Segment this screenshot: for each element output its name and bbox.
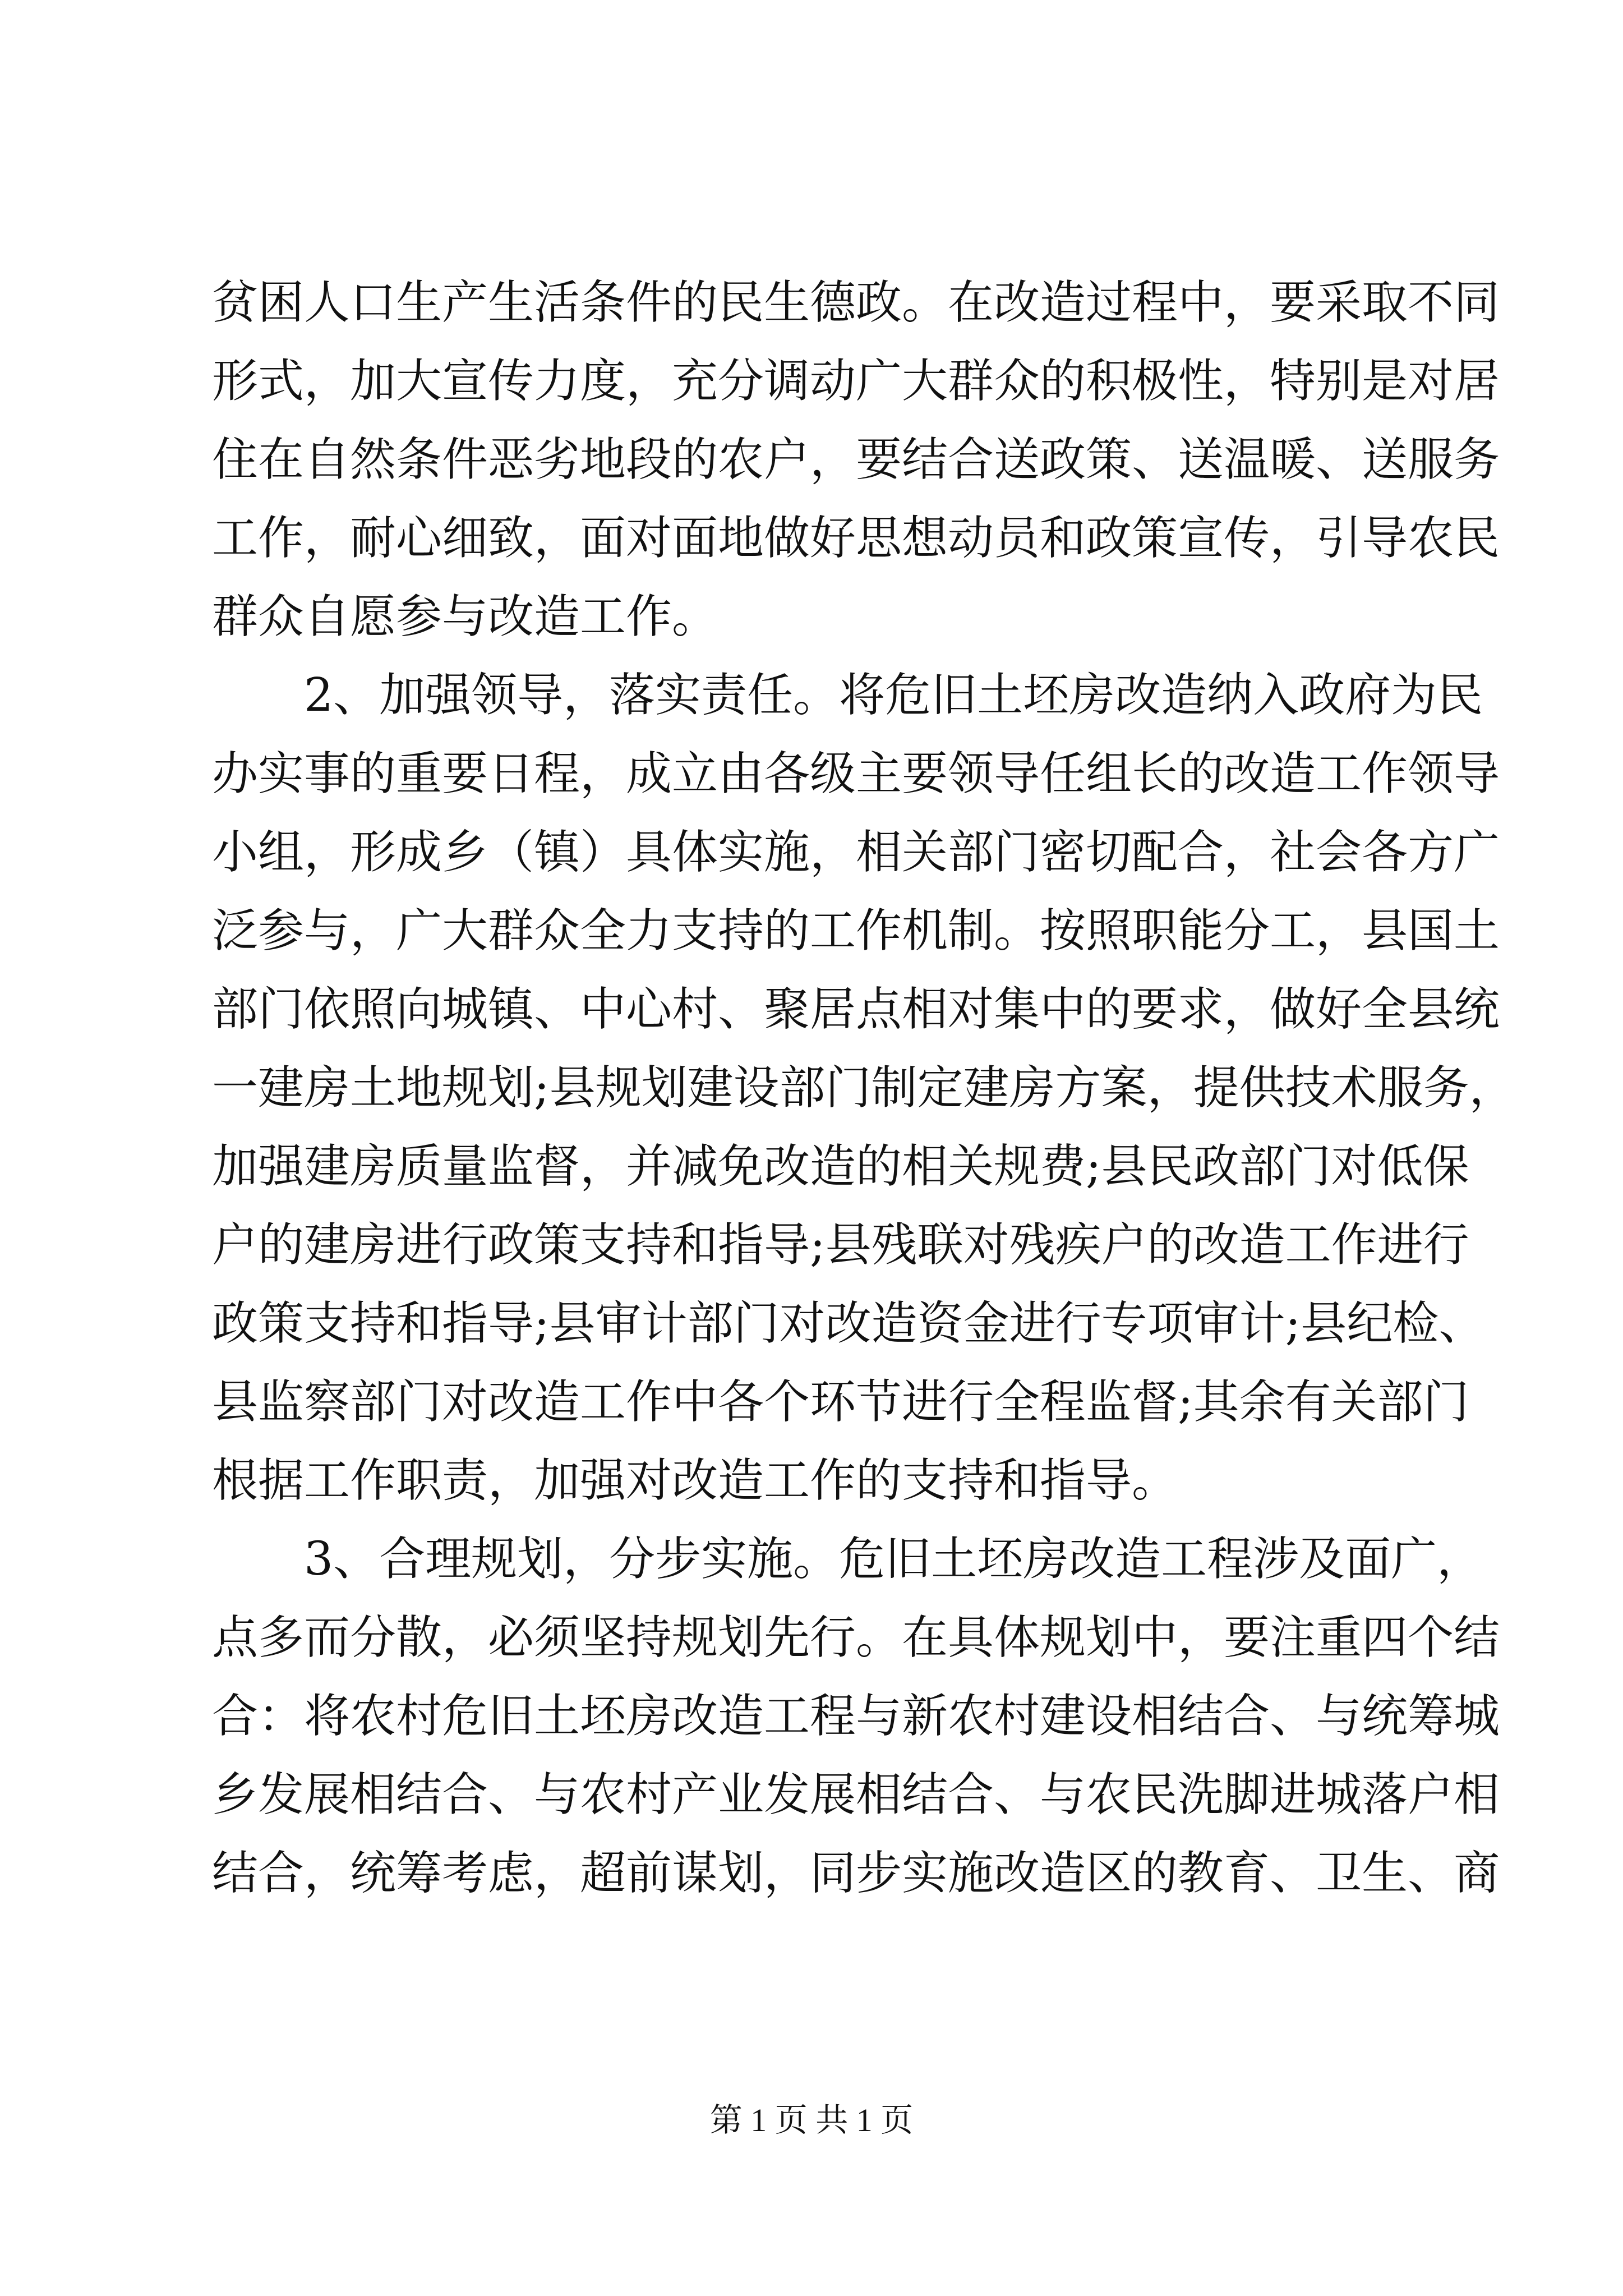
page-number-label: 第 1 页 共 1 页 bbox=[709, 2102, 914, 2138]
text-line: 户的建房进行政策支持和指导;县残联对残疾户的改造工作进行 bbox=[212, 1218, 1469, 1272]
text-line: 结合，统筹考虑，超前谋划，同步实施改造区的教育、卫生、商 bbox=[212, 1847, 1500, 1900]
text-line: 住在自然条件恶劣地段的农户，要结合送政策、送温暖、送服务 bbox=[212, 433, 1500, 486]
body-text bbox=[212, 264, 1515, 1913]
text-line: 点多而分散，必须坚持规划先行。在具体规划中，要注重四个结 bbox=[212, 1611, 1500, 1664]
text-line: 办实事的重要日程，成立由各级主要领导任组长的改造工作领导 bbox=[212, 747, 1500, 800]
text-line: 小组，形成乡（镇）具体实施，相关部门密切配合，社会各方广 bbox=[212, 826, 1500, 879]
text-line: 一建房土地规划;县规划建设部门制定建房方案，提供技术服务， bbox=[212, 1061, 1515, 1115]
text-line: 部门依照向城镇、中心村、聚居点相对集中的要求，做好全县统 bbox=[212, 983, 1500, 1036]
text-line: 工作，耐心细致，面对面地做好思想动员和政策宣传，引导农民 bbox=[212, 512, 1500, 565]
paragraph-start-line: 2、加强领导，落实责任。将危旧土坯房改造纳入政府为民 bbox=[304, 669, 1483, 722]
text-line: 政策支持和指导;县审计部门对改造资金进行专项审计;县纪检、 bbox=[212, 1297, 1485, 1350]
text-line: 形式，加大宣传力度，充分调动广大群众的积极性，特别是对居 bbox=[212, 355, 1500, 408]
paragraph-start-line: 3、合理规划，分步实施。危旧土坯房改造工程涉及面广， bbox=[304, 1533, 1483, 1586]
text-line: 县监察部门对改造工作中各个环节进行全程监督;其余有关部门 bbox=[212, 1375, 1469, 1429]
text-line: 乡发展相结合、与农村产业发展相结合、与农民洗脚进城落户相 bbox=[212, 1768, 1500, 1821]
text-line: 群众自愿参与改造工作。 bbox=[212, 590, 718, 643]
text-line: 加强建房质量监督，并减免改造的相关规费;县民政部门对低保 bbox=[212, 1140, 1469, 1193]
text-line: 贫困人口生产生活条件的民生德政。在改造过程中，要采取不同 bbox=[212, 276, 1500, 329]
page-footer bbox=[0, 2098, 1623, 2143]
text-line: 合：将农村危旧土坯房改造工程与新农村建设相结合、与统筹城 bbox=[212, 1690, 1500, 1743]
text-line: 根据工作职责，加强对改造工作的支持和指导。 bbox=[212, 1454, 1178, 1507]
text-line: 泛参与，广大群众全力支持的工作机制。按照职能分工，县国土 bbox=[212, 904, 1500, 958]
